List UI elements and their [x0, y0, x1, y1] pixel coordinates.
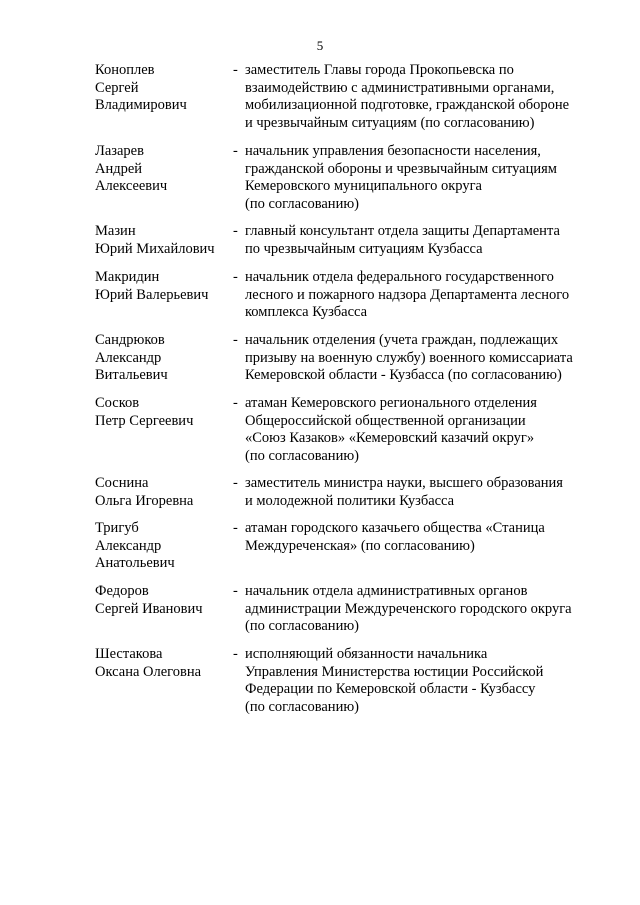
name-line: Юрий Валерьевич [95, 286, 209, 303]
description-line: главный консультант отдела защиты Департамента [245, 223, 560, 239]
name-line: Анатольевич [95, 555, 175, 572]
name-line: Владимирович [95, 97, 187, 114]
person-name [95, 583, 230, 618]
name-line: Сандрюков [95, 332, 165, 348]
description-line: Междуреченская» (по согласованию) [245, 537, 475, 554]
description-line: начальник отделения (учета граждан, подлежащих [245, 332, 559, 348]
description-line: начальник отдела административных органов [245, 583, 528, 599]
separator-dash: - [233, 62, 238, 78]
person-name [95, 223, 230, 258]
description-line: начальник отдела федерального государственного [245, 269, 554, 285]
person-name [95, 395, 230, 430]
description-line: Управления Министерства юстиции Российской [245, 663, 544, 680]
person-name [95, 646, 230, 681]
person-name [95, 475, 230, 510]
separator-dash: - [233, 269, 238, 285]
separator-dash: - [233, 520, 238, 536]
description-line: (по согласованию) [245, 448, 359, 465]
name-line: Витальевич [95, 367, 168, 384]
description-line: заместитель министра науки, высшего образования [245, 475, 563, 491]
name-line: Андрей [95, 160, 143, 177]
description-line: атаман городского казачьего общества «Станица [245, 520, 545, 536]
description-line: исполняющий обязанности начальника [245, 646, 488, 662]
description-line: (по согласованию) [245, 699, 359, 716]
separator-dash: - [233, 475, 238, 491]
name-line: Юрий Михайлович [95, 240, 215, 257]
description-line: заместитель Главы города Прокопьевска по [245, 62, 514, 78]
description-line: атаман Кемеровского регионального отделения [245, 395, 537, 411]
description-line: по чрезвычайным ситуациям Кузбасса [245, 240, 483, 257]
position-description [245, 646, 590, 717]
description-line: гражданской обороны и чрезвычайным ситуациям [245, 160, 557, 177]
name-line: Федоров [95, 583, 149, 599]
name-line: Соснина [95, 475, 149, 491]
description-line: Кемеровской области - Кузбасса (по согласованию) [245, 367, 562, 384]
position-description [245, 143, 590, 214]
page-number: 5 [316, 38, 324, 53]
description-line: администрации Междуреченского городского округа [245, 600, 572, 617]
description-line: взаимодействию с административными органами, [245, 79, 555, 96]
description-line: и чрезвычайным ситуациям (по согласованию) [245, 115, 535, 132]
name-line: Сергей [95, 79, 139, 96]
description-line: мобилизационной подготовке, гражданской обороне [245, 97, 570, 114]
description-line: Общероссийской общественной организации [245, 412, 526, 429]
position-description [245, 520, 590, 555]
name-line: Алексеевич [95, 178, 168, 195]
position-description [245, 223, 590, 258]
name-line: Сосков [95, 395, 140, 411]
person-name [95, 269, 230, 304]
name-line: Макридин [95, 269, 160, 285]
person-name [95, 332, 230, 385]
position-description [245, 583, 590, 636]
description-line: начальник управления безопасности населения, [245, 143, 541, 159]
description-line: комплекса Кузбасса [245, 304, 368, 321]
description-line: призыву на военную службу) военного комиссариата [245, 349, 573, 366]
name-line: Александр [95, 349, 162, 366]
position-description [245, 395, 590, 466]
position-description [245, 62, 590, 133]
description-line: и молодежной политики Кузбасса [245, 492, 455, 509]
description-line: (по согласованию) [245, 618, 359, 635]
person-name [95, 143, 230, 196]
description-line: лесного и пожарного надзора Департамента лесного [245, 286, 570, 303]
name-line: Александр [95, 537, 162, 554]
description-line: Федерации по Кемеровской области - Кузбассу [245, 681, 536, 698]
person-name [95, 520, 230, 573]
name-line: Петр Сергеевич [95, 412, 194, 429]
name-line: Шестакова [95, 646, 163, 662]
description-line: Кемеровского муниципального округа [245, 178, 482, 195]
separator-dash: - [233, 395, 238, 411]
name-line: Оксана Олеговна [95, 663, 202, 680]
name-line: Ольга Игоревна [95, 492, 194, 509]
description-line: «Союз Казаков» «Кемеровский казачий округ» [245, 430, 535, 447]
separator-dash: - [233, 583, 238, 599]
description-line: (по согласованию) [245, 196, 359, 213]
name-line: Коноплев [95, 62, 155, 78]
position-description [245, 332, 590, 385]
separator-dash: - [233, 646, 238, 662]
position-description [245, 269, 590, 322]
separator-dash: - [233, 143, 238, 159]
position-description [245, 475, 590, 510]
name-line: Сергей Иванович [95, 600, 203, 617]
separator-dash: - [233, 332, 238, 348]
name-line: Мазин [95, 223, 136, 239]
separator-dash: - [233, 223, 238, 239]
name-line: Лазарев [95, 143, 144, 159]
name-line: Тригуб [95, 520, 139, 536]
person-name [95, 62, 230, 115]
